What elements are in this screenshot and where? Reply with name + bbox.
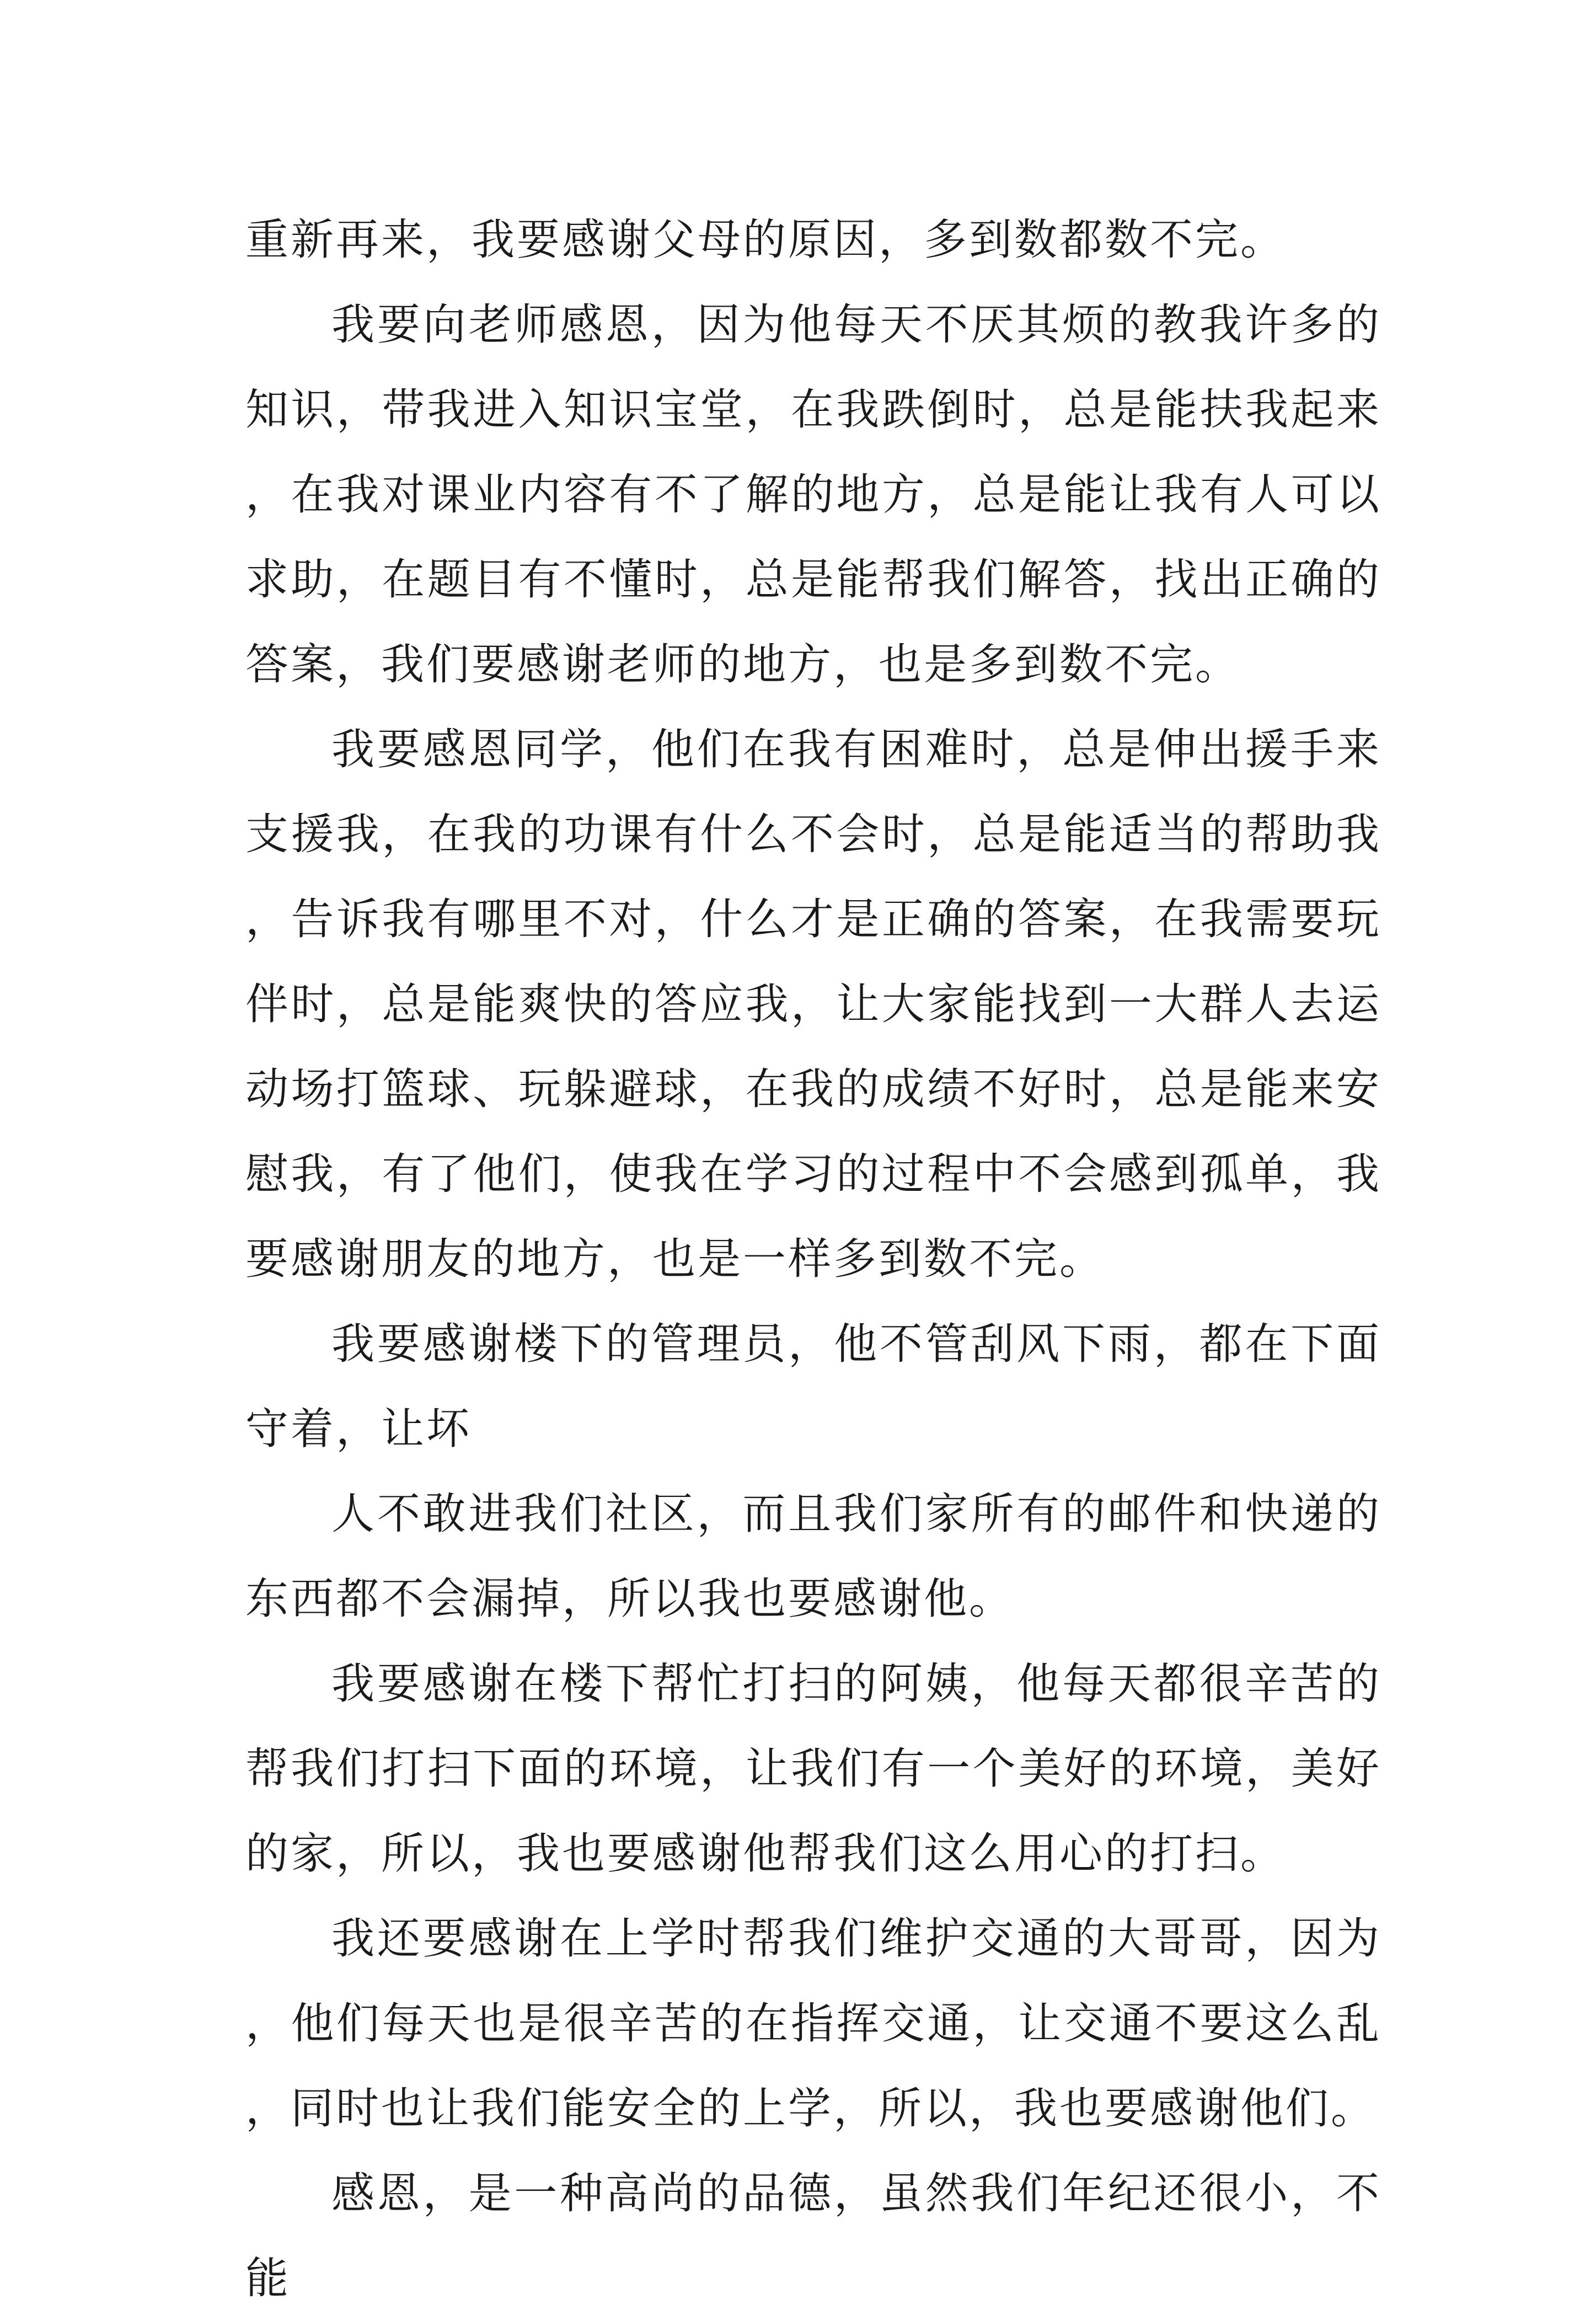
paragraph: 我还要感谢在上学时帮我们维护交通的大哥哥，因为，他们每天也是很辛苦的在指挥交通，让交通不要这么乱，同时也让我们能安全的上学，所以，我也要感谢他们。: [245, 1914, 1381, 2133]
paragraph: 我要感谢在楼下帮忙打扫的阿姨，他每天都很辛苦的帮我们打扫下面的环境，让我们有一个美好的环境，美好的家，所以，我也要感谢他帮我们这么用心的打扫。: [245, 1659, 1381, 1879]
body-text: [245, 197, 1381, 2321]
paragraph: 重新再来，我要感谢父母的原因，多到数都数不完。: [245, 215, 1286, 265]
paragraph: 我要向老师感恩，因为他每天不厌其烦的教我许多的知识，带我进入知识宝堂，在我跌倒时，总是能扶我起来，在我对课业内容有不了解的地方，总是能让我有人可以求助，在题目有不懂时，总是能帮我们解答，找出正确的答案，我们要感谢老师的地方，也是多到数不完。: [245, 300, 1381, 689]
paragraph: 我要感谢楼下的管理员，他不管刮风下雨，都在下面守着，让坏: [245, 1319, 1381, 1454]
paragraph: 我要感恩同学，他们在我有困难时，总是伸出援手来支援我，在我的功课有什么不会时，总是能适当的帮助我，告诉我有哪里不对，什么才是正确的答案，在我需要玩伴时，总是能爽快的答应我，让大家能找到一大群人去运动场打篮球、玩躲避球，在我的成绩不好时，总是能来安慰我，有了他们，使我在学习的过程中不会感到孤单，我要感谢朋友的地方，也是一样多到数不完。: [245, 725, 1381, 1284]
paragraph: 人不敢进我们社区，而且我们家所有的邮件和快递的东西都不会漏掉，所以我也要感谢他。: [245, 1489, 1381, 1624]
paragraph: 感恩，是一种高尚的品德，虽然我们年纪还很小，不能: [245, 2169, 1381, 2303]
